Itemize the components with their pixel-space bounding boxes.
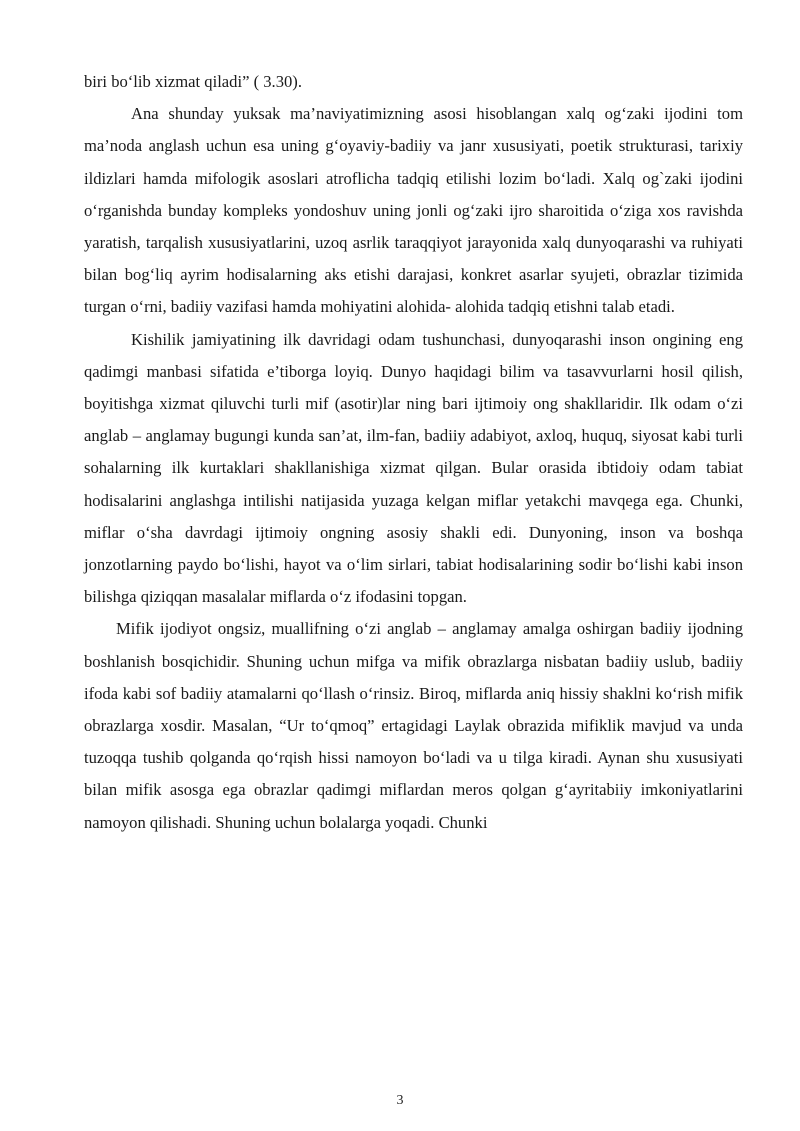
paragraph-folk-oral-art: Ana shunday yuksak ma’naviyatimizning asosi hisoblangan xalq og‘zaki ijodini tom ma’noda anglash uchun esa uning g‘oyaviy-badiiy va janr xususiyati, poetik strukturasi, tarixiy ildizlari hamda mifologik asoslari atroflicha tadqiq etilishi lozim bo‘ladi. Xalq og`zaki ijodini o‘rganishda bunday kompleks yondoshuv uning jonli og‘zaki ijro sharoitida o‘ziga xos ravishda yaratish, tarqalish xususiyatlarini, uzoq asrlik taraqqiyot jarayonida xalq dunyoqarashi va ruhiyati bilan bog‘liq ayrim hodisalarning aks etishi darajasi, konkret asarlar syujeti, obrazlar tizimida turgan o‘rni, badiiy vazifasi hamda mohiyatini alohida- alohida tadqiq etishni talab etadi.	[84, 104, 743, 317]
paragraph-early-society: Kishilik jamiyatining ilk davridagi odam tushunchasi, dunyoqarashi inson ongining eng qadimgi manbasi sifatida e’tiborga loyiq. Dunyo haqidagi bilim va tasavvurlarni hosil qilish, boyitishga xizmat qiluvchi turli mif (asotir)lar ning bari ijtimoiy ong shakllaridir. Ilk odam o‘zi anglab – anglamay bugungi kunda san’at, ilm-fan, badiiy adabiyot, axloq, huquq, siyosat kabi turli sohalarning ilk kurtaklari shakllanishiga xizmat qilgan. Bular orasida ibtidoiy odam tabiat hodisalarini anglashga intilishi natijasida yuzaga kelgan miflar yetakchi mavqega ega. Chunki, miflar o‘sha davrdagi ijtimoiy ongning asosiy shakli edi. Dunyoning, inson va boshqa jonzotlarning paydo bo‘lishi, hayot va o‘lim sirlari, tabiat hodisalarining sodir bo‘lishi kabi inson bilishga qiziqqan masalalar miflarda o‘z ifodasini topgan.	[84, 329, 743, 607]
document-page	[84, 66, 743, 839]
paragraph-mythic-creation: Mifik ijodiyot ongsiz, muallifning o‘zi anglab – anglamay amalga oshirgan badiiy ijodning boshlanish bosqichidir. Shuning uchun mifga va mifik obrazlarga nisbatan badiiy uslub, badiiy ifoda kabi sof badiiy atamalarni qo‘llash o‘rinsiz. Biroq, miflarda aniq hissiy shaklni ko‘rish mifik obrazlarga xosdir. Masalan, “Ur to‘qmoq” ertagidagi Laylak obrazida mifiklik mavjud va unda tuzoqqa tushib qolganda qo‘rqish hissi namoyon bo‘ladi va u tilga kiradi. Aynan shu xususiyati bilan mifik asosga ega obrazlar qadimgi miflardan meros qolgan g‘ayritabiiy imkoniyatlarini namoyon qilishadi. Shuning uchun bolalarga yoqadi. Chunki	[84, 619, 743, 832]
page-number: 3	[396, 1093, 404, 1108]
paragraph-continuation: biri bo‘lib xizmat qiladi” ( 3.30).	[84, 72, 302, 91]
